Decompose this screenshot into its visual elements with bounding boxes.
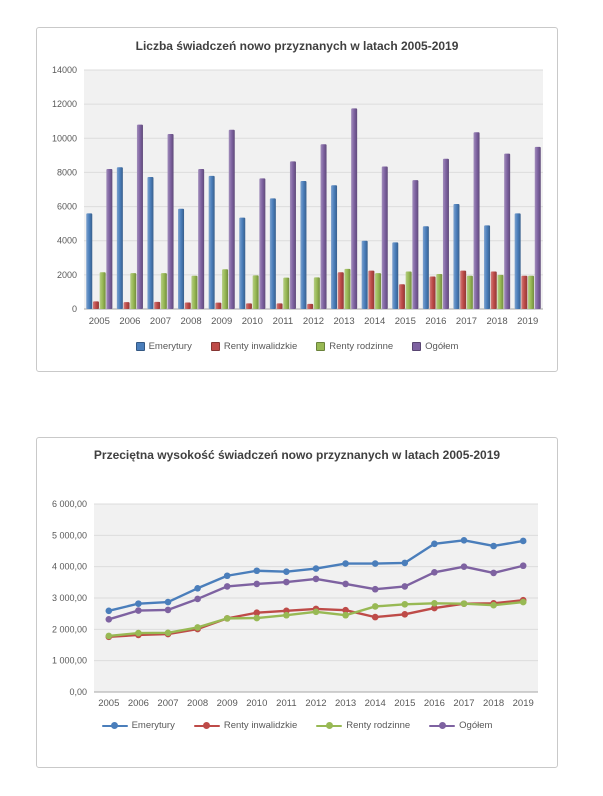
x-tick-label: 2010 xyxy=(246,698,268,709)
line-point xyxy=(165,629,172,636)
legend-label: Renty rodzinne xyxy=(329,341,394,352)
line-point xyxy=(283,579,290,586)
y-tick-label: 1 000,00 xyxy=(51,655,87,666)
line-chart-plot xyxy=(37,438,557,767)
x-tick-label: 2019 xyxy=(512,698,534,709)
bar xyxy=(300,181,306,309)
bar xyxy=(535,147,541,309)
x-tick-label: 2005 xyxy=(88,316,110,327)
bar xyxy=(467,276,473,309)
line-point xyxy=(254,581,261,588)
bar xyxy=(307,304,313,309)
bar xyxy=(253,275,259,309)
legend-line-marker xyxy=(194,722,220,730)
line-point xyxy=(283,612,290,619)
legend-label: Renty inwalidzkie xyxy=(223,341,298,352)
bar xyxy=(168,134,174,309)
line-point xyxy=(135,630,142,637)
legend-label: Renty inwalidzkie xyxy=(223,720,298,731)
line-point xyxy=(520,538,527,545)
y-tick-label: 12000 xyxy=(51,99,77,110)
bar xyxy=(504,154,510,309)
line-point xyxy=(194,596,201,603)
line-point xyxy=(106,608,113,615)
line-point xyxy=(490,602,497,609)
bar xyxy=(130,273,136,309)
x-tick-label: 2007 xyxy=(157,698,179,709)
legend-item xyxy=(102,720,175,731)
x-tick-label: 2007 xyxy=(149,316,172,327)
bar xyxy=(246,303,252,309)
bar xyxy=(528,276,534,309)
bar-chart-legend xyxy=(37,341,557,352)
bar xyxy=(161,273,167,309)
line-chart-legend xyxy=(37,720,557,731)
bar xyxy=(368,271,374,309)
legend-item xyxy=(316,720,410,731)
line-point xyxy=(372,603,379,610)
legend-item xyxy=(316,341,393,352)
line-chart-title: Przeciętna wysokość świadczeń nowo przyznanych w latach 2005-2019 xyxy=(93,448,501,462)
line-point xyxy=(372,586,379,593)
x-tick-label: 2018 xyxy=(483,698,505,709)
legend-label: Emerytury xyxy=(131,720,175,731)
legend-label: Ogółem xyxy=(459,720,493,731)
x-tick-label: 2006 xyxy=(127,698,149,709)
line-point xyxy=(254,615,261,622)
bar xyxy=(290,161,296,309)
y-tick-label: 2000 xyxy=(56,269,77,280)
bar xyxy=(497,275,503,309)
x-tick-label: 2009 xyxy=(216,698,238,709)
bar xyxy=(222,269,228,309)
bar-chart-title: Liczba świadczeń nowo przyznanych w latach 2005-2019 xyxy=(135,39,459,53)
line-point xyxy=(402,611,409,618)
line-point xyxy=(520,562,527,569)
x-tick-label: 2016 xyxy=(425,316,447,327)
line-point xyxy=(254,567,261,574)
line-point xyxy=(224,615,231,622)
x-tick-label: 2010 xyxy=(241,316,263,327)
y-tick-label: 14000 xyxy=(51,65,77,75)
bar xyxy=(277,303,283,309)
line-point xyxy=(106,616,113,623)
bar-chart-plot xyxy=(37,28,557,371)
bar xyxy=(436,274,442,309)
bar xyxy=(106,169,112,309)
bar xyxy=(460,271,466,309)
legend-swatch xyxy=(412,342,421,351)
line-point xyxy=(283,568,290,575)
bar xyxy=(178,209,184,309)
bar xyxy=(137,125,143,309)
bar xyxy=(239,218,245,309)
bar xyxy=(474,132,480,309)
x-tick-label: 2012 xyxy=(305,698,327,709)
line-point xyxy=(402,601,409,608)
legend-swatch xyxy=(211,342,220,351)
bar xyxy=(375,273,381,309)
legend-item xyxy=(211,341,297,352)
bar xyxy=(423,226,429,309)
bar xyxy=(351,108,357,309)
line-chart-svg xyxy=(37,438,557,767)
legend-swatch xyxy=(316,342,325,351)
bar xyxy=(331,185,337,309)
bar xyxy=(270,198,276,309)
bar xyxy=(314,277,320,309)
line-point xyxy=(106,633,113,640)
line-point xyxy=(431,600,438,607)
bar xyxy=(406,271,412,309)
y-tick-label: 4000 xyxy=(56,235,77,246)
bar xyxy=(491,271,497,309)
x-tick-label: 2014 xyxy=(364,316,386,327)
line-chart-panel xyxy=(36,437,558,768)
x-tick-label: 2008 xyxy=(180,316,202,327)
line-point xyxy=(313,565,320,572)
line-point xyxy=(135,600,142,607)
bar xyxy=(124,302,130,309)
x-tick-label: 2017 xyxy=(453,698,475,709)
x-tick-label: 2011 xyxy=(272,316,294,327)
bar xyxy=(382,166,388,309)
y-tick-label: 6000 xyxy=(56,201,77,212)
line-point xyxy=(461,563,468,570)
line-point xyxy=(372,614,379,621)
legend-line-marker xyxy=(429,722,455,730)
line-point xyxy=(402,583,409,590)
x-tick-label: 2018 xyxy=(486,316,508,327)
x-tick-label: 2015 xyxy=(394,698,416,709)
line-point xyxy=(135,607,142,614)
bar xyxy=(484,225,490,309)
line-point xyxy=(461,600,468,607)
legend-label: Emerytury xyxy=(148,341,192,352)
y-tick-label: 2 000,00 xyxy=(51,624,87,635)
line-point xyxy=(402,560,409,567)
bar xyxy=(362,241,368,309)
bar xyxy=(229,130,235,309)
bar-chart-svg xyxy=(37,28,557,371)
x-tick-label: 2019 xyxy=(517,316,539,327)
bar xyxy=(191,276,197,309)
bar xyxy=(147,177,153,309)
x-tick-label: 2015 xyxy=(394,316,416,327)
bar xyxy=(443,159,449,309)
line-point xyxy=(342,612,349,619)
bar xyxy=(215,303,221,309)
y-tick-label: 0,00 xyxy=(69,687,87,697)
line-point xyxy=(342,560,349,567)
bar xyxy=(93,301,99,309)
bar xyxy=(338,272,344,309)
line-point xyxy=(342,581,349,588)
line-point xyxy=(461,537,468,544)
line-point xyxy=(224,572,231,579)
y-tick-label: 0 xyxy=(71,304,77,314)
bar xyxy=(100,272,106,309)
bar xyxy=(399,284,405,309)
legend-swatch xyxy=(136,342,145,351)
legend-label: Renty rodzinne xyxy=(346,720,411,731)
y-tick-label: 8000 xyxy=(56,167,77,178)
x-tick-label: 2017 xyxy=(455,316,478,327)
bar xyxy=(198,169,204,309)
legend-item xyxy=(136,341,192,352)
line-point xyxy=(313,608,320,615)
line-point xyxy=(224,583,231,590)
bar xyxy=(209,176,215,309)
y-tick-label: 10000 xyxy=(51,133,77,144)
y-tick-label: 6 000,00 xyxy=(51,499,87,509)
bar xyxy=(154,302,160,309)
x-tick-label: 2006 xyxy=(119,316,141,327)
bar xyxy=(321,144,327,309)
bar xyxy=(412,180,418,309)
x-tick-label: 2014 xyxy=(364,698,386,709)
bar xyxy=(344,269,350,309)
x-tick-label: 2011 xyxy=(276,698,297,709)
line-point xyxy=(431,540,438,547)
bar-chart-panel xyxy=(36,27,558,372)
legend-label: Ogółem xyxy=(425,341,459,352)
bar xyxy=(430,277,436,309)
x-tick-label: 2013 xyxy=(333,316,355,327)
legend-item xyxy=(412,341,458,352)
line-point xyxy=(490,543,497,550)
x-tick-label: 2016 xyxy=(423,698,445,709)
line-point xyxy=(313,576,320,583)
bar xyxy=(392,242,398,309)
line-point xyxy=(372,560,379,567)
bar xyxy=(283,278,289,309)
y-tick-label: 4 000,00 xyxy=(51,561,87,572)
x-tick-label: 2005 xyxy=(98,698,120,709)
x-tick-label: 2008 xyxy=(187,698,209,709)
line-point xyxy=(165,599,172,606)
legend-line-marker xyxy=(102,722,128,730)
line-point xyxy=(194,624,201,631)
x-tick-label: 2009 xyxy=(211,316,233,327)
bar xyxy=(453,204,459,309)
legend-line-marker xyxy=(316,722,342,730)
line-point xyxy=(165,607,172,614)
bar xyxy=(521,276,527,309)
line-point xyxy=(490,570,497,577)
legend-item xyxy=(429,720,492,731)
line-point xyxy=(194,585,201,592)
line-point xyxy=(520,599,527,606)
x-tick-label: 2012 xyxy=(302,316,325,327)
y-tick-label: 3 000,00 xyxy=(51,593,87,603)
bar xyxy=(86,213,92,309)
legend-item xyxy=(194,720,297,731)
bar xyxy=(259,178,265,309)
bar xyxy=(515,213,521,309)
bar xyxy=(185,303,191,309)
x-tick-label: 2013 xyxy=(335,698,357,709)
y-tick-label: 5 000,00 xyxy=(51,530,87,541)
line-point xyxy=(431,569,438,576)
bar xyxy=(117,167,123,309)
